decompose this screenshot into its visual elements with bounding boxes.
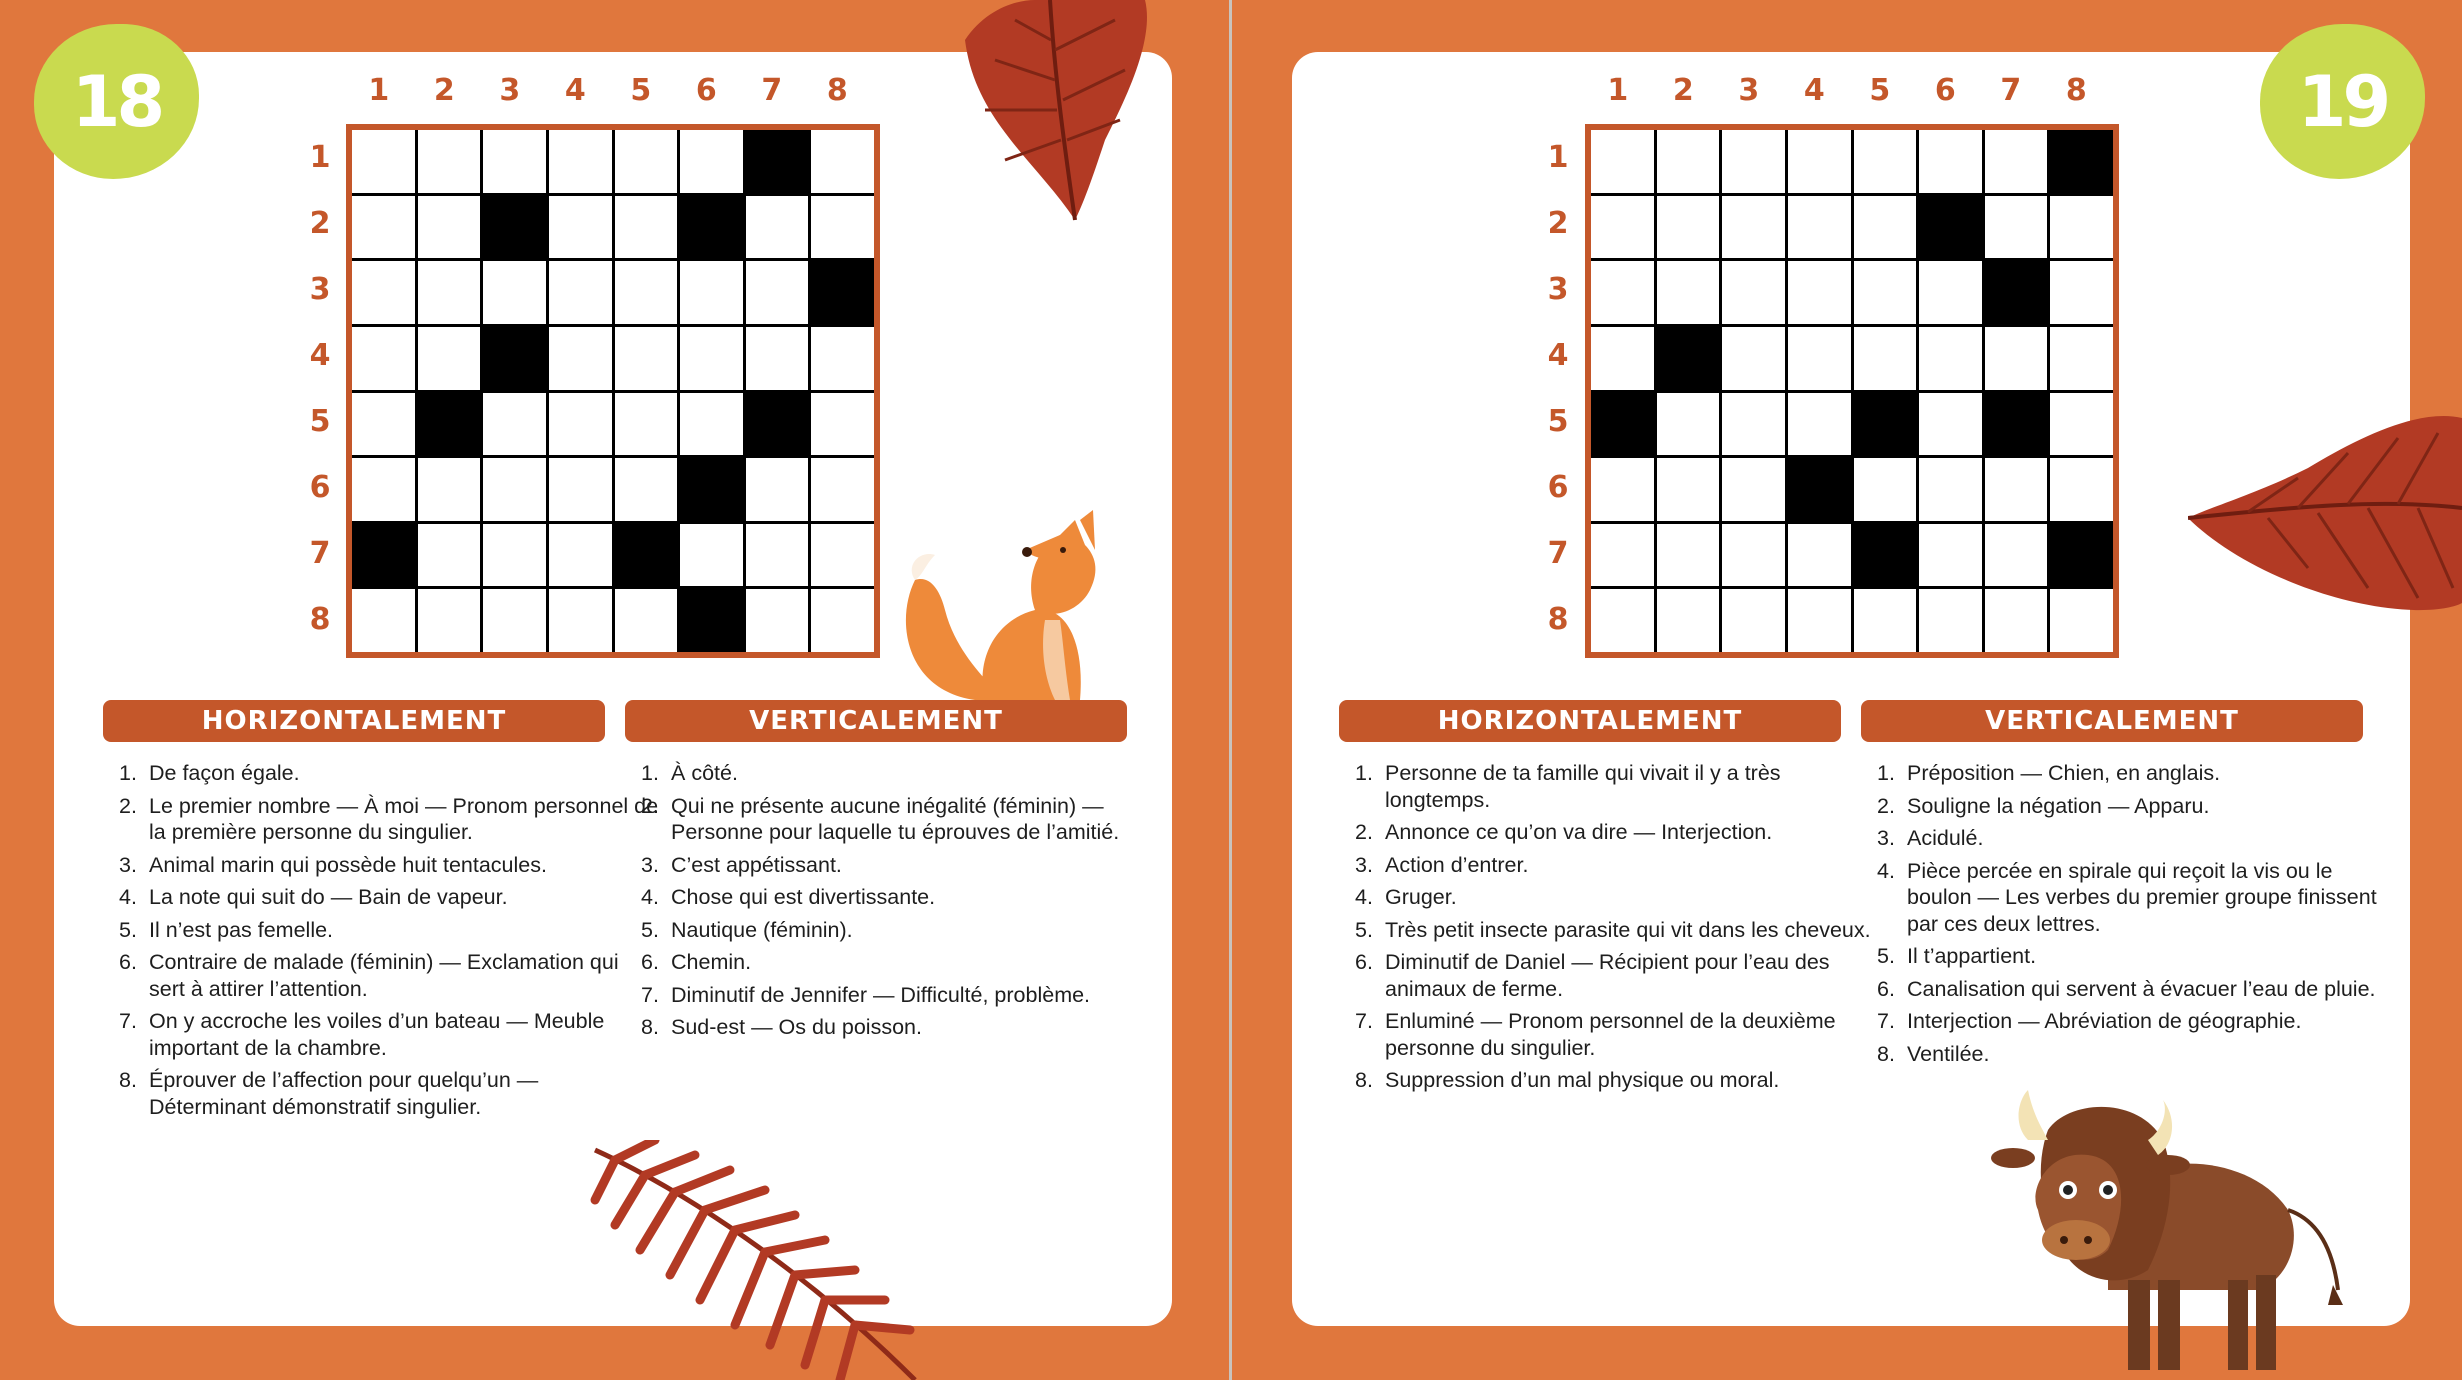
grid-cell[interactable] <box>615 393 678 456</box>
grid-cell-black <box>746 130 809 193</box>
grid-cell[interactable] <box>1657 524 1720 587</box>
grid-cell[interactable] <box>1788 589 1851 652</box>
grid-cell[interactable] <box>1657 196 1720 259</box>
clue-item: Acidulé. <box>1907 826 1984 850</box>
grid-cell[interactable] <box>549 589 612 652</box>
clue-item: Animal marin qui possède huit tentacules. <box>149 852 547 877</box>
grid-cell[interactable] <box>1722 458 1785 521</box>
row-number: 3 <box>1547 271 1569 307</box>
grid-cell[interactable] <box>1657 261 1720 324</box>
leaf-icon <box>955 0 1170 225</box>
row-number: 7 <box>1547 535 1569 571</box>
grid-cell[interactable] <box>352 393 415 456</box>
grid-cell[interactable] <box>1919 130 1982 193</box>
clue-item: Interjection — Abréviation de géographie. <box>1907 1009 2302 1033</box>
grid-cell[interactable] <box>1985 458 2048 521</box>
grid-cell[interactable] <box>746 261 809 324</box>
column-number: 8 <box>2065 72 2087 108</box>
grid-cell[interactable] <box>2050 261 2113 324</box>
grid-cell[interactable] <box>1657 130 1720 193</box>
row-number: 6 <box>1547 469 1569 505</box>
grid-cell[interactable] <box>418 458 481 521</box>
grid-cell[interactable] <box>2050 196 2113 259</box>
down-clues-right <box>1861 760 2397 1073</box>
grid-cell[interactable] <box>1722 524 1785 587</box>
grid-cell[interactable] <box>483 393 546 456</box>
grid-cell-black <box>1591 393 1654 456</box>
grid-cell-black <box>746 393 809 456</box>
down-header-right: VERTICALEMENT <box>1861 700 2363 742</box>
grid-cell-black <box>1788 458 1851 521</box>
grid-cell-black <box>418 393 481 456</box>
grid-cell[interactable] <box>811 524 874 587</box>
grid-cell[interactable] <box>1788 524 1851 587</box>
column-number: 6 <box>695 72 717 108</box>
row-number: 5 <box>1547 403 1569 439</box>
row-number: 1 <box>1547 139 1569 175</box>
grid-cell[interactable] <box>2050 327 2113 390</box>
clue-item: Il t’appartient. <box>1907 944 2037 968</box>
grid-cell[interactable] <box>1919 524 1982 587</box>
grid-cell[interactable] <box>680 130 743 193</box>
column-number: 8 <box>826 72 848 108</box>
down-clues-left <box>625 760 1181 1047</box>
grid-cell[interactable] <box>549 196 612 259</box>
clue-item: Contraire de malade (féminin) — Exclamation qui sert à attirer l’attention. <box>149 950 619 1001</box>
row-number: 5 <box>309 403 331 439</box>
grid-cell[interactable] <box>680 393 743 456</box>
row-number: 8 <box>309 601 331 637</box>
grid-cell[interactable] <box>549 393 612 456</box>
column-number: 5 <box>630 72 652 108</box>
grid-cell-black <box>483 196 546 259</box>
grid-cell[interactable] <box>1854 458 1917 521</box>
grid-cell[interactable] <box>352 196 415 259</box>
clue-item: Annonce ce qu’on va dire — Interjection. <box>1385 820 1773 844</box>
column-number: 3 <box>499 72 521 108</box>
grid-cell[interactable] <box>1657 589 1720 652</box>
grid-cell[interactable] <box>1722 261 1785 324</box>
grid-cell[interactable] <box>811 393 874 456</box>
grid-cell[interactable] <box>549 327 612 390</box>
clue-item: Éprouver de l’affection pour quelqu’un — Déterminant démonstratif singulier. <box>149 1068 539 1119</box>
spread-divider <box>1229 0 1232 1380</box>
grid-cell[interactable] <box>615 130 678 193</box>
bison-icon <box>1988 1090 2348 1380</box>
grid-cell[interactable] <box>483 130 546 193</box>
clue-item: Souligne la négation — Apparu. <box>1907 793 2210 818</box>
grid-cell[interactable] <box>1985 196 2048 259</box>
grid-cell[interactable] <box>1722 130 1785 193</box>
grid-cell[interactable] <box>1788 327 1851 390</box>
grid-cell[interactable] <box>352 261 415 324</box>
grid-cell[interactable] <box>1854 196 1917 259</box>
row-number: 1 <box>309 139 331 175</box>
grid-cell[interactable] <box>1919 589 1982 652</box>
grid-cell[interactable] <box>418 261 481 324</box>
row-number: 4 <box>309 337 331 373</box>
fox-icon <box>895 510 1125 710</box>
grid-cell[interactable] <box>352 458 415 521</box>
clue-item: C’est appétissant. <box>671 852 842 877</box>
row-numbers-left <box>300 124 340 652</box>
column-number: 2 <box>433 72 455 108</box>
grid-cell[interactable] <box>1854 327 1917 390</box>
row-number: 2 <box>309 205 331 241</box>
clue-item: Le premier nombre — À moi — Pronom personnel de la première personne du singulier. <box>149 793 659 844</box>
grid-cell[interactable] <box>1722 196 1785 259</box>
row-number: 7 <box>309 535 331 571</box>
grid-cell[interactable] <box>1657 393 1720 456</box>
across-clues-right <box>1339 760 1875 1100</box>
grid-cell[interactable] <box>1591 261 1654 324</box>
grid-cell[interactable] <box>1985 327 2048 390</box>
down-header-left: VERTICALEMENT <box>625 700 1127 742</box>
column-number: 2 <box>1672 72 1694 108</box>
column-number: 1 <box>368 72 390 108</box>
column-number: 6 <box>1934 72 1956 108</box>
grid-cell-black <box>680 589 743 652</box>
grid-cell-black <box>2050 130 2113 193</box>
grid-cell[interactable] <box>615 458 678 521</box>
grid-cell[interactable] <box>1919 458 1982 521</box>
grid-cell[interactable] <box>549 261 612 324</box>
grid-cell[interactable] <box>418 327 481 390</box>
grid-cell[interactable] <box>1919 261 1982 324</box>
row-number: 8 <box>1547 601 1569 637</box>
clue-item: Diminutif de Jennifer — Difficulté, problème. <box>671 982 1091 1007</box>
grid-cell[interactable] <box>680 524 743 587</box>
grid-cell-black <box>615 524 678 587</box>
column-number: 7 <box>2000 72 2022 108</box>
grid-cell[interactable] <box>1788 393 1851 456</box>
grid-cell[interactable] <box>418 196 481 259</box>
grid-cell[interactable] <box>746 458 809 521</box>
grid-cell[interactable] <box>811 196 874 259</box>
column-number: 4 <box>564 72 586 108</box>
grid-cell[interactable] <box>1788 261 1851 324</box>
clue-item: Il n’est pas femelle. <box>149 917 334 942</box>
grid-cell[interactable] <box>680 327 743 390</box>
grid-cell[interactable] <box>1788 196 1851 259</box>
crossword-grid-right <box>1585 124 2119 658</box>
grid-cell-black <box>680 458 743 521</box>
grid-cell[interactable] <box>1854 261 1917 324</box>
grid-cell-black <box>1919 196 1982 259</box>
row-number: 2 <box>1547 205 1569 241</box>
row-number: 6 <box>309 469 331 505</box>
column-numbers-right <box>1585 70 2109 110</box>
clue-item: On y accroche les voiles d’un bateau — Meuble important de la chambre. <box>149 1009 605 1060</box>
grid-cell[interactable] <box>1657 458 1720 521</box>
grid-cell-black <box>1657 327 1720 390</box>
across-clues-left <box>103 760 659 1126</box>
grid-cell[interactable] <box>549 524 612 587</box>
clue-item: À côté. <box>671 761 738 785</box>
clue-item: La note qui suit do — Bain de vapeur. <box>149 885 508 909</box>
grid-cell[interactable] <box>746 196 809 259</box>
grid-cell[interactable] <box>1591 327 1654 390</box>
row-numbers-right <box>1538 124 1578 652</box>
grid-cell[interactable] <box>1591 458 1654 521</box>
grid-cell-black <box>1854 524 1917 587</box>
grid-cell[interactable] <box>418 589 481 652</box>
clue-item: Enluminé — Pronom personnel de la deuxième personne du singulier. <box>1385 1009 1836 1060</box>
grid-cell[interactable] <box>2050 458 2113 521</box>
clue-item: Ventilée. <box>1907 1041 1990 1066</box>
grid-cell[interactable] <box>483 589 546 652</box>
grid-cell[interactable] <box>811 458 874 521</box>
grid-cell[interactable] <box>2050 589 2113 652</box>
grid-cell[interactable] <box>615 327 678 390</box>
clue-item: Action d’entrer. <box>1385 852 1529 877</box>
grid-cell[interactable] <box>352 130 415 193</box>
grid-cell-black <box>2050 524 2113 587</box>
grid-cell-black <box>483 327 546 390</box>
clue-item: Chemin. <box>671 950 752 974</box>
across-header-right: HORIZONTALEMENT <box>1339 700 1841 742</box>
grid-cell[interactable] <box>746 327 809 390</box>
grid-cell[interactable] <box>1854 589 1917 652</box>
grid-cell[interactable] <box>1722 327 1785 390</box>
grid-cell[interactable] <box>1788 130 1851 193</box>
grid-cell[interactable] <box>1985 589 2048 652</box>
grid-cell-black <box>352 524 415 587</box>
grid-cell[interactable] <box>1722 393 1785 456</box>
grid-cell[interactable] <box>1985 524 2048 587</box>
clue-item: Nautique (féminin). <box>671 917 853 942</box>
grid-cell-black <box>1985 261 2048 324</box>
clue-item: Préposition — Chien, en anglais. <box>1907 761 2221 785</box>
grid-cell-black <box>1854 393 1917 456</box>
grid-cell-black <box>811 261 874 324</box>
grid-cell[interactable] <box>1919 327 1982 390</box>
clue-item: Personne de ta famille qui vivait il y a très longtemps. <box>1385 761 1781 812</box>
page-number-left: 18 <box>34 24 199 179</box>
clue-item: Gruger. <box>1385 885 1457 909</box>
across-header-left: HORIZONTALEMENT <box>103 700 605 742</box>
column-numbers-left <box>346 70 870 110</box>
grid-cell[interactable] <box>811 589 874 652</box>
grid-cell[interactable] <box>1591 589 1654 652</box>
grid-cell[interactable] <box>615 196 678 259</box>
grid-cell-black <box>1985 393 2048 456</box>
grid-cell[interactable] <box>352 327 415 390</box>
clue-item: Suppression d’un mal physique ou moral. <box>1385 1068 1780 1092</box>
clue-item: Canalisation qui servent à évacuer l’eau de pluie. <box>1907 976 2376 1001</box>
grid-cell[interactable] <box>549 458 612 521</box>
column-number: 5 <box>1869 72 1891 108</box>
grid-cell[interactable] <box>1591 524 1654 587</box>
clue-item: Diminutif de Daniel — Récipient pour l’eau des animaux de ferme. <box>1385 950 1830 1001</box>
column-number: 1 <box>1607 72 1629 108</box>
leaf-icon <box>2188 408 2462 628</box>
grid-cell[interactable] <box>1919 393 1982 456</box>
clue-item: De façon égale. <box>149 761 300 785</box>
grid-cell[interactable] <box>1591 130 1654 193</box>
grid-cell[interactable] <box>549 130 612 193</box>
crossword-grid-left <box>346 124 880 658</box>
grid-cell[interactable] <box>615 261 678 324</box>
row-number: 4 <box>1547 337 1569 373</box>
grid-cell[interactable] <box>483 458 546 521</box>
grid-cell[interactable] <box>1591 196 1654 259</box>
grid-cell[interactable] <box>680 261 743 324</box>
grid-cell[interactable] <box>615 589 678 652</box>
grid-cell[interactable] <box>352 589 415 652</box>
column-number: 4 <box>1803 72 1825 108</box>
grid-cell[interactable] <box>746 524 809 587</box>
grid-cell[interactable] <box>1854 130 1917 193</box>
page-number-right: 19 <box>2260 24 2425 179</box>
grid-cell[interactable] <box>811 130 874 193</box>
grid-cell[interactable] <box>418 130 481 193</box>
grid-cell[interactable] <box>1722 589 1785 652</box>
grid-cell[interactable] <box>811 327 874 390</box>
clue-item: Sud-est — Os du poisson. <box>671 1015 922 1039</box>
grid-cell[interactable] <box>2050 393 2113 456</box>
clue-item: Pièce percée en spirale qui reçoit la vis ou le boulon — Les verbes du premier groupe finissent par ces deux lettres. <box>1907 858 2377 936</box>
clue-item: Chose qui est divertissante. <box>671 885 936 909</box>
grid-cell[interactable] <box>1985 130 2048 193</box>
palm-leaf-icon <box>585 1140 945 1380</box>
grid-cell[interactable] <box>746 589 809 652</box>
row-number: 3 <box>309 271 331 307</box>
column-number: 3 <box>1738 72 1760 108</box>
clue-item: Très petit insecte parasite qui vit dans les cheveux. <box>1385 917 1871 942</box>
column-number: 7 <box>761 72 783 108</box>
grid-cell[interactable] <box>483 261 546 324</box>
grid-cell[interactable] <box>418 524 481 587</box>
grid-cell[interactable] <box>483 524 546 587</box>
clue-item: Qui ne présente aucune inégalité (féminin) — Personne pour laquelle tu éprouves de l’amitié. <box>671 793 1120 844</box>
grid-cell-black <box>680 196 743 259</box>
